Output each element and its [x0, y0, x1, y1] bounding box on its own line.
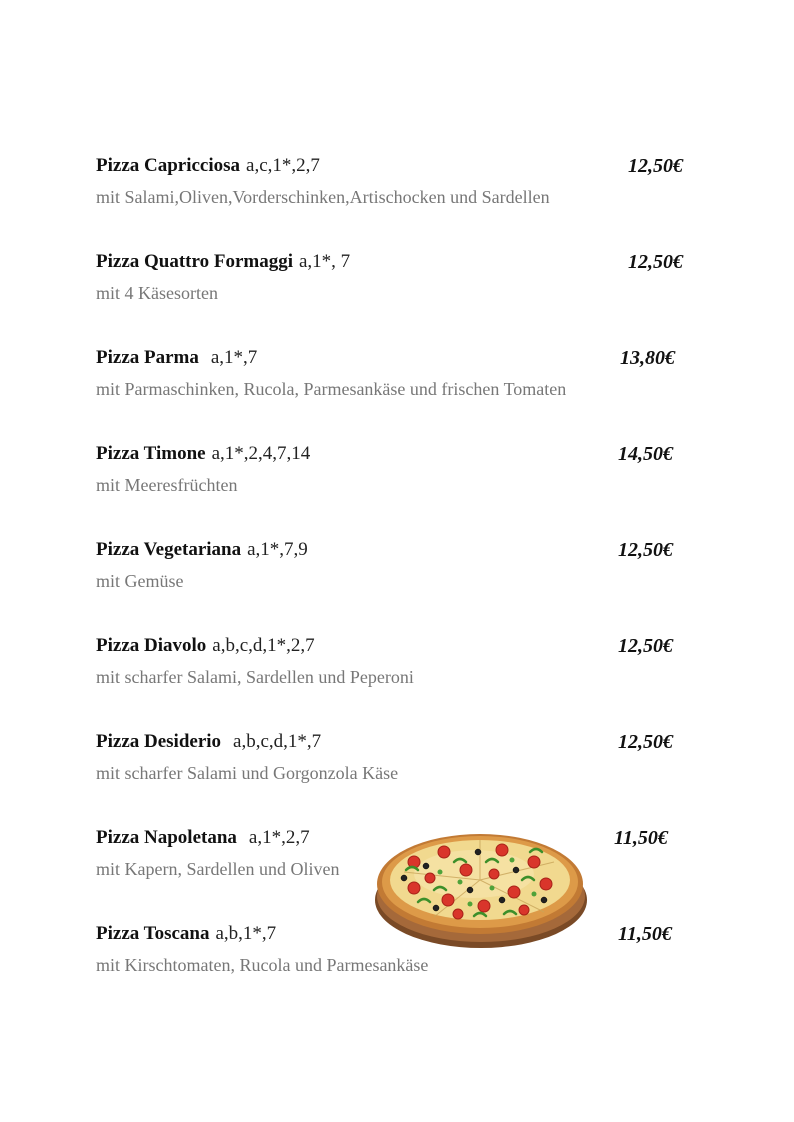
menu-item-quattro-formaggi: [96, 251, 716, 321]
item-allergens: a,b,c,d,1*,2,7: [212, 635, 315, 656]
item-name: Pizza Parma: [96, 347, 199, 368]
item-name: Pizza Vegetariana: [96, 539, 242, 560]
item-price: 12,50€: [628, 155, 683, 177]
item-allergens: a,1*,2,4,7,14: [211, 443, 311, 464]
menu-item-capricciosa: [96, 155, 716, 225]
item-allergens: a,1*,7,9: [247, 539, 308, 560]
item-name: Pizza Quattro Formaggi: [96, 251, 293, 272]
item-price: 13,80€: [620, 347, 675, 369]
item-description: mit Kapern, Sardellen und Oliven: [96, 859, 340, 879]
item-allergens: a,b,c,d,1*,7: [233, 731, 322, 752]
item-name: Pizza Diavolo: [96, 635, 207, 656]
item-price: 11,50€: [618, 923, 672, 945]
item-name: Pizza Capricciosa: [96, 155, 241, 176]
item-description: mit scharfer Salami und Gorgonzola Käse: [96, 763, 399, 783]
item-price: 14,50€: [618, 443, 673, 465]
pizza-icon: [374, 822, 588, 950]
item-description: mit Kirschtomaten, Rucola und Parmesankäse: [96, 955, 429, 975]
item-name: Pizza Desiderio: [96, 731, 222, 752]
item-description: mit Gemüse: [96, 571, 184, 591]
item-price: 12,50€: [618, 539, 673, 561]
item-name: Pizza Napoletana: [96, 827, 237, 848]
item-name: Pizza Toscana: [96, 923, 210, 944]
item-description: mit 4 Käsesorten: [96, 283, 218, 303]
item-price: 12,50€: [618, 731, 673, 753]
item-allergens: a,1*,2,7: [248, 827, 310, 848]
menu-item-timone: [96, 443, 716, 513]
item-description: mit scharfer Salami, Sardellen und Peperoni: [96, 667, 414, 687]
menu-item-vegetariana: [96, 539, 716, 609]
item-price: 11,50€: [614, 827, 668, 849]
item-price: 12,50€: [618, 635, 673, 657]
item-price: 12,50€: [628, 251, 683, 273]
item-allergens: a,1*,7: [210, 347, 258, 368]
item-allergens: a,c,1*,2,7: [246, 155, 320, 176]
item-description: mit Salami,Oliven,Vorderschinken,Artischocken und Sardellen: [96, 187, 550, 207]
item-allergens: a,b,1*,7: [215, 923, 277, 944]
item-description: mit Meeresfrüchten: [96, 475, 238, 495]
menu-item-parma: [96, 347, 716, 417]
menu-item-diavolo: [96, 635, 716, 705]
item-allergens: a,1*, 7: [299, 251, 351, 272]
item-description: mit Parmaschinken, Rucola, Parmesankäse und frischen Tomaten: [96, 379, 567, 399]
menu-item-desiderio: [96, 731, 716, 801]
item-name: Pizza Timone: [96, 443, 206, 464]
